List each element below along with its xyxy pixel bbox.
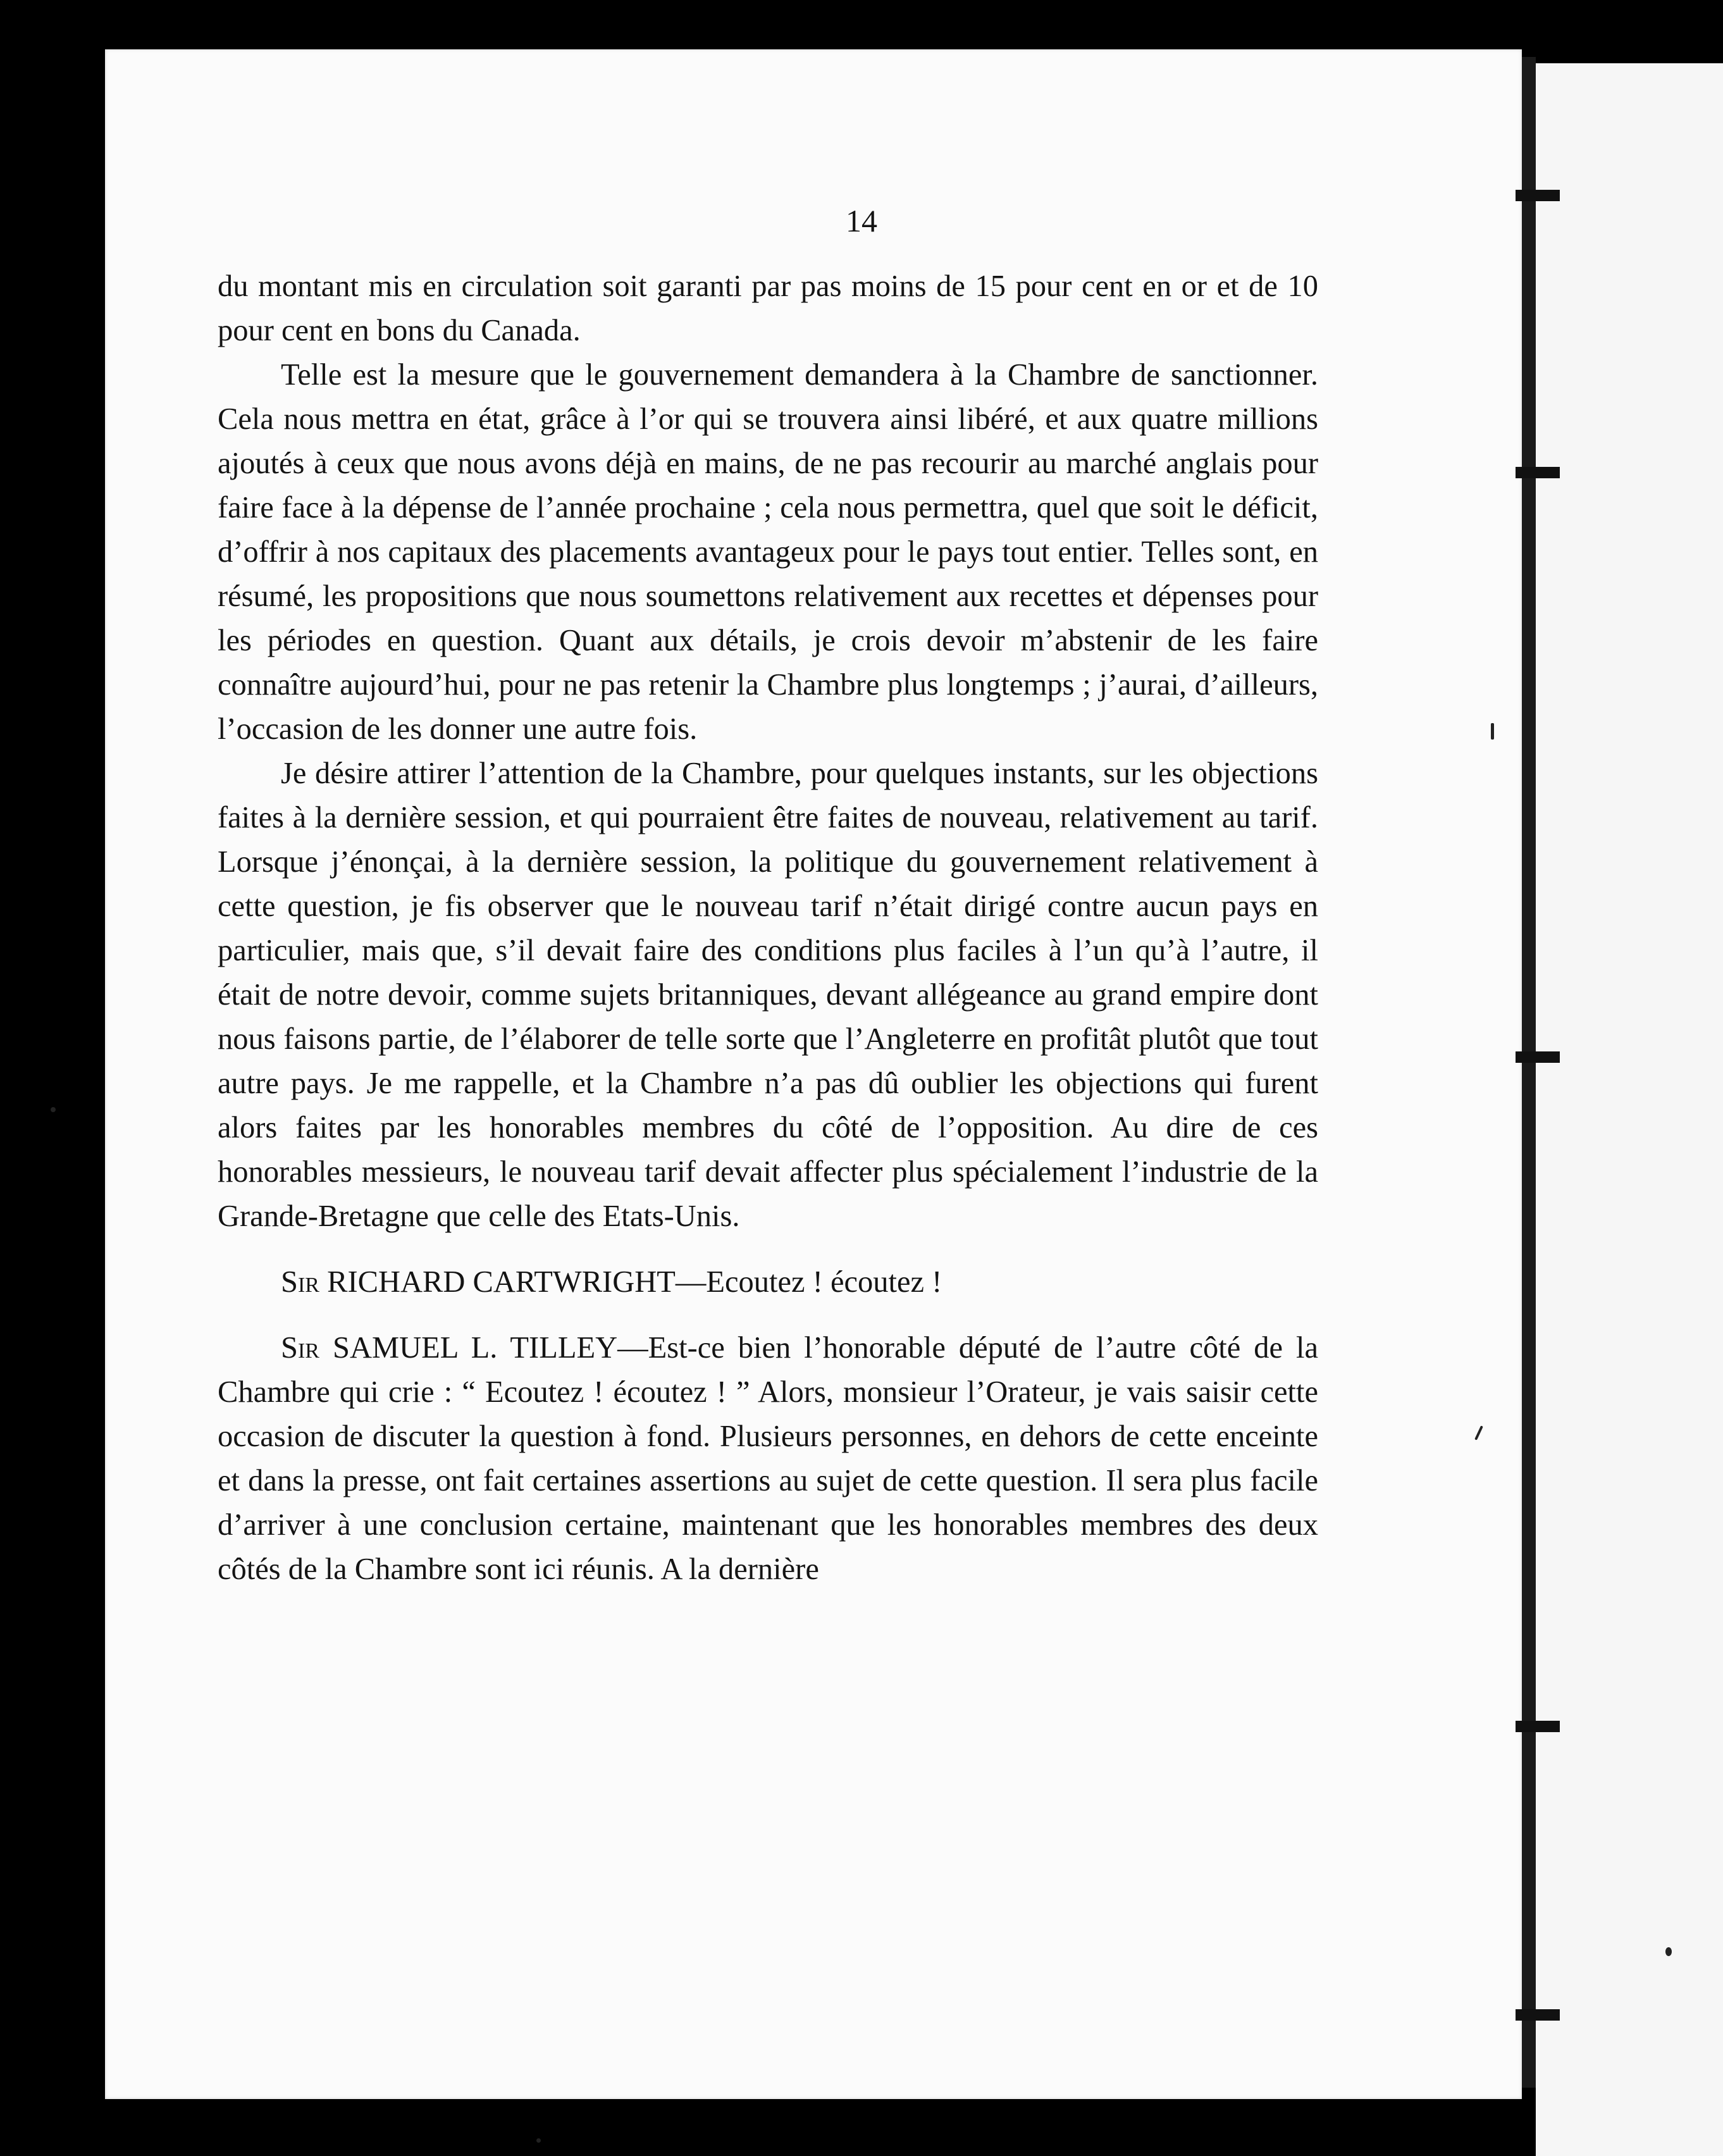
speaker-name: Sir SAMUEL L. TILLEY <box>281 1331 618 1365</box>
paragraph-measure: Telle est la mesure que le gouvernement demandera à la Chambre de sanctionner. Cela nous mettra en état, grâce à l’or qui se trouvera ainsi libéré, et aux quatre millions ajoutés à ceux que nous avons déjà en mains, de ne pas recourir au marché anglais pour faire face à la dépense de l’année prochaine ; cela nous permettra, quel que soit le déficit, d’offrir à nos capitaux des placements avantageux pour le pays tout entier. Telles sont, en résumé, les propositions que nous soumettons relativement aux recettes et dépenses pour les périodes en question. Quant aux détails, je crois devoir m’abstenir de les faire connaître aujourd’hui, pour ne pas retenir la Chambre plus longtemps ; j’aurai, d’ailleurs, l’occasion de les donner une autre fois. <box>218 358 1318 746</box>
speaker-name: Sir RICHARD CARTWRIGHT <box>281 1265 676 1299</box>
spine-mark <box>1516 1721 1560 1732</box>
paragraph-tariff: Je désire attirer l’attention de la Chambre, pour quelques instants, sur les objections faites à la dernière session, et qui pourraient être faites de nouveau, relativement au tarif. Lorsque j’énonçai, à la dernière session, la politique du gouvernement relativement à cette question, je fis observer que le nouveau tarif n’était dirigé contre aucun pays en particulier, mais que, s’il devait faire des conditions plus faciles à l’un qu’à l’autre, il était de notre devoir, comme sujets britanniques, devant allégeance au grand empire dont nous faisons partie, de l’élaborer de telle sorte que l’Angleterre en profitât plutôt que tout autre pays. Je me rappelle, et la Chambre n’a pas dû oublier les objections qui furent alors faites par les honorables membres du côté de l’opposition. Au dire de ces honorables messieurs, le nouveau tarif devait affecter plus spécialement l’industrie de la Grande-Bretagne que celle des Etats-Unis. <box>218 757 1318 1233</box>
scan-speck <box>1491 723 1494 740</box>
spine-mark <box>1516 190 1560 201</box>
speech-cartwright <box>218 1260 1318 1304</box>
page-body <box>218 201 1318 1592</box>
scan-speck <box>1665 1947 1672 1956</box>
page-number: 14 <box>846 203 877 239</box>
spine-mark <box>1516 1051 1560 1063</box>
speech-text: —Est-ce bien l’honorable député de l’autre côté de la Chambre qui crie : “ Ecoutez ! écoutez ! ” Alors, monsieur l’Orateur, je vais saisir cette occasion de discuter la question à fond. Plusieurs personnes, en dehors de cette enceinte et dans la presse, ont fait certaines assertions au sujet de cette question. Il sera plus facile d’arriver à une conclusion certaine, maintenant que les honorables membres des deux côtés de la Chambre sont ici réunis. A la dernière <box>218 1331 1318 1586</box>
scan-speck <box>51 1107 56 1112</box>
scan-speck <box>536 2138 541 2143</box>
speech-tilley <box>218 1326 1318 1592</box>
spine-mark <box>1516 467 1560 478</box>
next-page-edge <box>1536 63 1723 2156</box>
speech-text: —Ecoutez ! écoutez ! <box>675 1265 942 1299</box>
paragraph-continuation: du montant mis en circulation soit garanti par pas moins de 15 pour cent en or et de 10 pour cent en bons du Canada. <box>218 270 1318 347</box>
spine-mark <box>1516 2009 1560 2021</box>
page-spine <box>1522 57 1536 2088</box>
